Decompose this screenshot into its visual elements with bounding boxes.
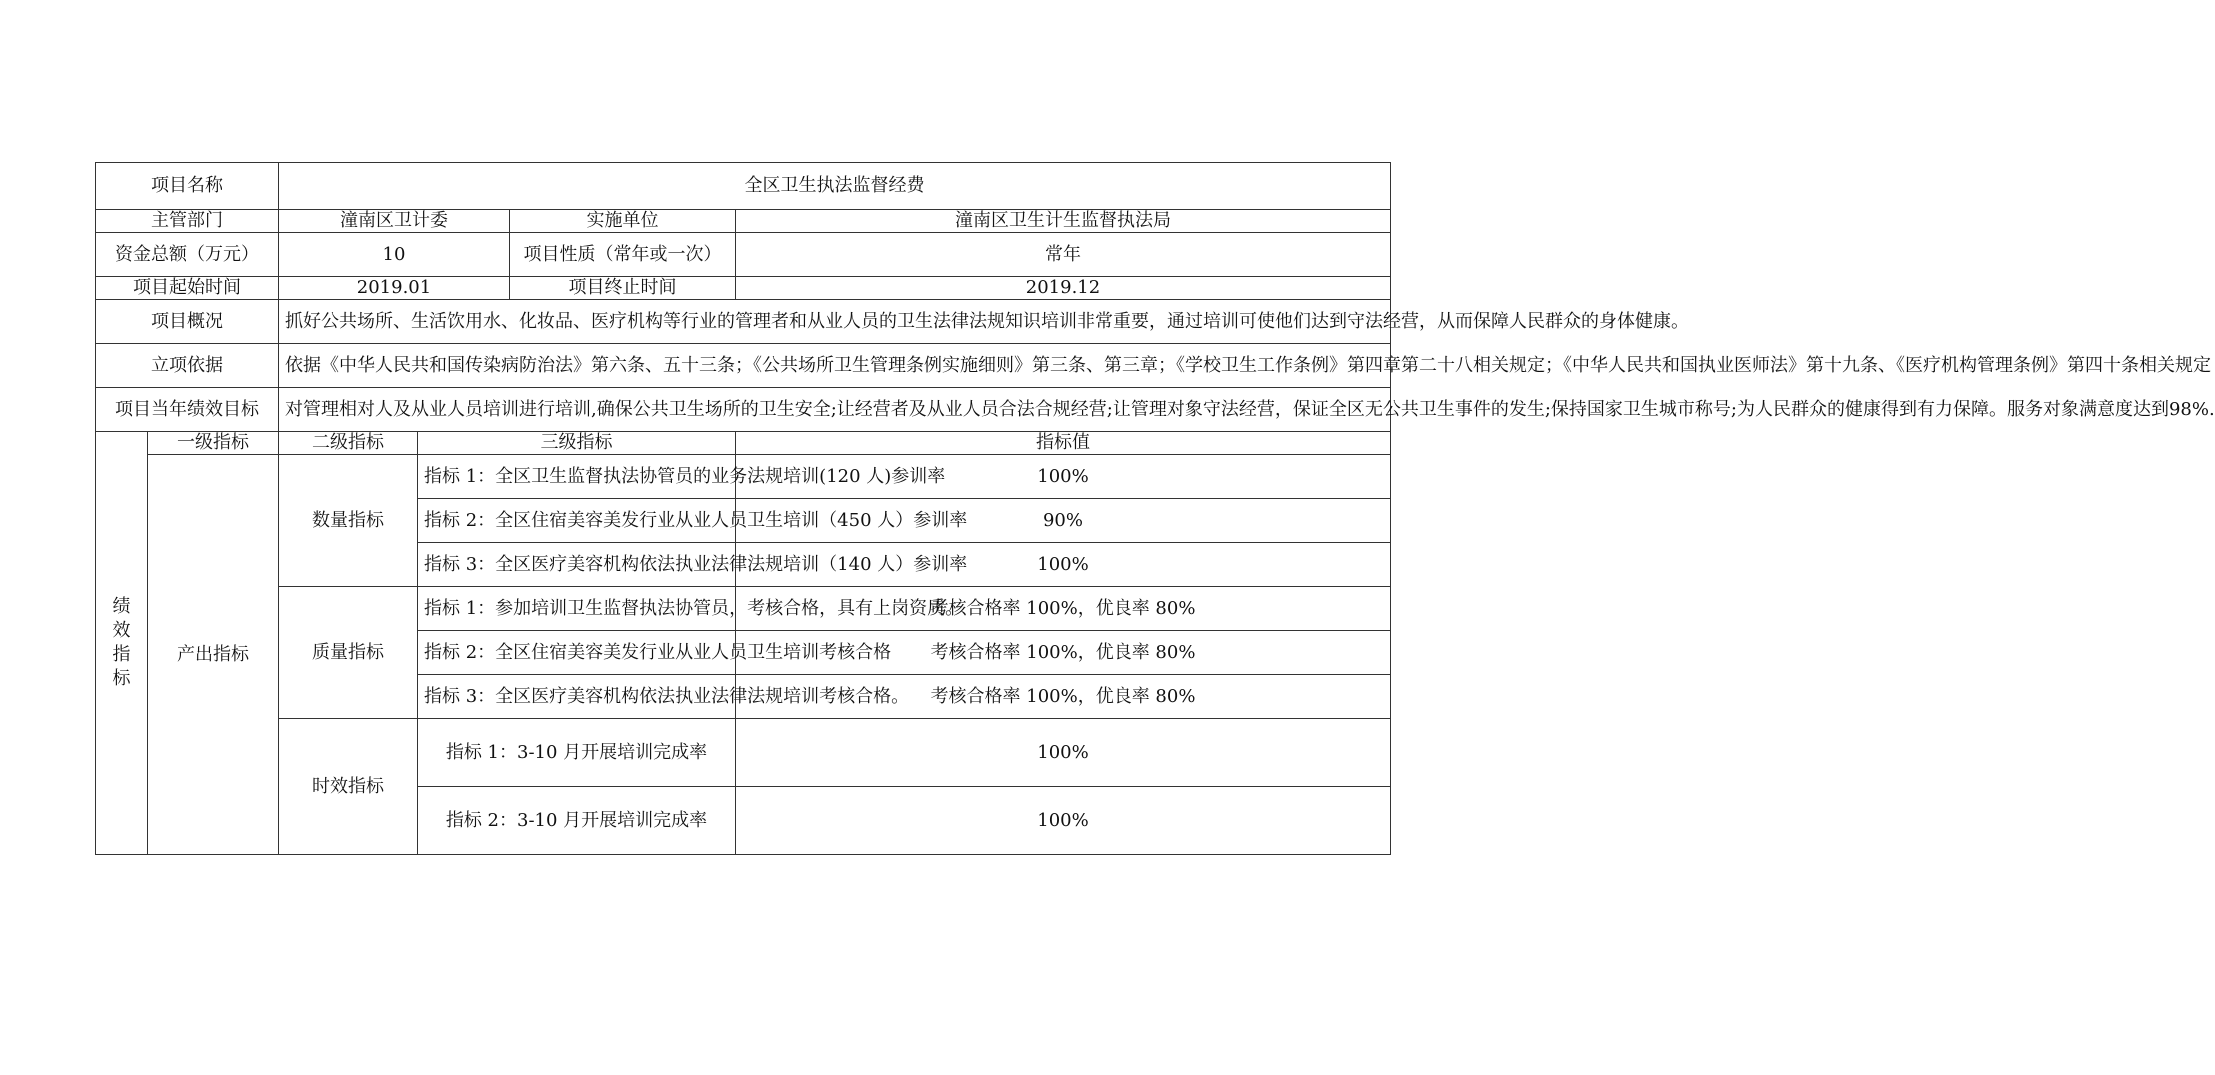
table-row: [96, 719, 1391, 787]
indicator-value: 考核合格率 100%，优良率 80%: [736, 675, 1391, 719]
basis-value: 依据《中华人民共和国传染病防治法》第六条、五十三条；《公共场所卫生管理条例实施细则》第三条、第三章；《学校卫生工作条例》第四章第二十八相关规定；《中华人民共和国执业医师法》第十九条、《医疗机构管理条例》第四十条相关规定: [279, 344, 1391, 388]
indicator-value: 100%: [736, 543, 1391, 587]
row-basis: [96, 344, 1391, 388]
level1-output-indicator: 产出指标: [148, 455, 279, 855]
header-level2: 二级指标: [279, 432, 418, 455]
row-fund: [96, 233, 1391, 277]
indicator-text: 指标 3：全区医疗美容机构依法执业法律法规培训考核合格。: [418, 675, 736, 719]
table-row: [96, 587, 1391, 631]
indicator-text: 指标 3：全区医疗美容机构依法执业法律法规培训（140 人）参训率: [418, 543, 736, 587]
project-name-label: 项目名称: [96, 163, 279, 210]
indicator-text: 指标 1：3-10 月开展培训完成率: [418, 719, 736, 787]
indicator-value: 考核合格率 100%，优良率 80%: [736, 587, 1391, 631]
basis-label: 立项依据: [96, 344, 279, 388]
indicator-text: 指标 2：全区住宿美容美发行业从业人员卫生培训（450 人）参训率: [418, 499, 736, 543]
header-level3: 三级指标: [418, 432, 736, 455]
level2-quality-indicator: 质量指标: [279, 587, 418, 719]
row-project-name: [96, 163, 1391, 210]
project-nature-label: 项目性质（常年或一次）: [510, 233, 736, 277]
fund-total-label: 资金总额（万元）: [96, 233, 279, 277]
indicator-text: 指标 2：全区住宿美容美发行业从业人员卫生培训考核合格: [418, 631, 736, 675]
row-goal: [96, 388, 1391, 432]
fund-total-value: 10: [279, 233, 510, 277]
row-period: [96, 277, 1391, 300]
indicator-value: 考核合格率 100%，优良率 80%: [736, 631, 1391, 675]
start-time-value: 2019.01: [279, 277, 510, 300]
project-name-value: 全区卫生执法监督经费: [279, 163, 1391, 210]
row-overview: [96, 300, 1391, 344]
performance-indicators-label: 绩效指标: [96, 432, 148, 855]
indicator-value: 90%: [736, 499, 1391, 543]
indicator-value: 100%: [736, 719, 1391, 787]
performance-target-table: [95, 162, 2215, 855]
indicator-value: 100%: [736, 455, 1391, 499]
department-value: 潼南区卫计委: [279, 210, 510, 233]
indicator-text: 指标 1：参加培训卫生监督执法协管员，考核合格，具有上岗资质。: [418, 587, 736, 631]
indicator-value: 100%: [736, 787, 1391, 855]
annual-goal-label: 项目当年绩效目标: [96, 388, 279, 432]
end-time-value: 2019.12: [736, 277, 1391, 300]
indicator-header-row: [96, 432, 1391, 455]
department-label: 主管部门: [96, 210, 279, 233]
header-value: 指标值: [736, 432, 1391, 455]
indicator-text: 指标 2：3-10 月开展培训完成率: [418, 787, 736, 855]
project-nature-value: 常年: [736, 233, 1391, 277]
overview-label: 项目概况: [96, 300, 279, 344]
header-level1: 一级指标: [148, 432, 279, 455]
end-time-label: 项目终止时间: [510, 277, 736, 300]
start-time-label: 项目起始时间: [96, 277, 279, 300]
table-row: [96, 455, 1391, 499]
indicator-text: 指标 1：全区卫生监督执法协管员的业务法规培训(120 人)参训率: [418, 455, 736, 499]
overview-value: 抓好公共场所、生活饮用水、化妆品、医疗机构等行业的管理者和从业人员的卫生法律法规知识培训非常重要，通过培训可使他们达到守法经营，从而保障人民群众的身体健康。: [279, 300, 1391, 344]
level2-quantity-indicator: 数量指标: [279, 455, 418, 587]
row-department: [96, 210, 1391, 233]
implementing-unit-value: 潼南区卫生计生监督执法局: [736, 210, 1391, 233]
annual-goal-value: 对管理相对人及从业人员培训进行培训,确保公共卫生场所的卫生安全;让经营者及从业人员合法合规经营;让管理对象守法经营，保证全区无公共卫生事件的发生;保持国家卫生城市称号;为人民群众的健康得到有力保障。服务对象满意度达到98%.: [279, 388, 1391, 432]
implementing-unit-label: 实施单位: [510, 210, 736, 233]
level2-timeliness-indicator: 时效指标: [279, 719, 418, 855]
